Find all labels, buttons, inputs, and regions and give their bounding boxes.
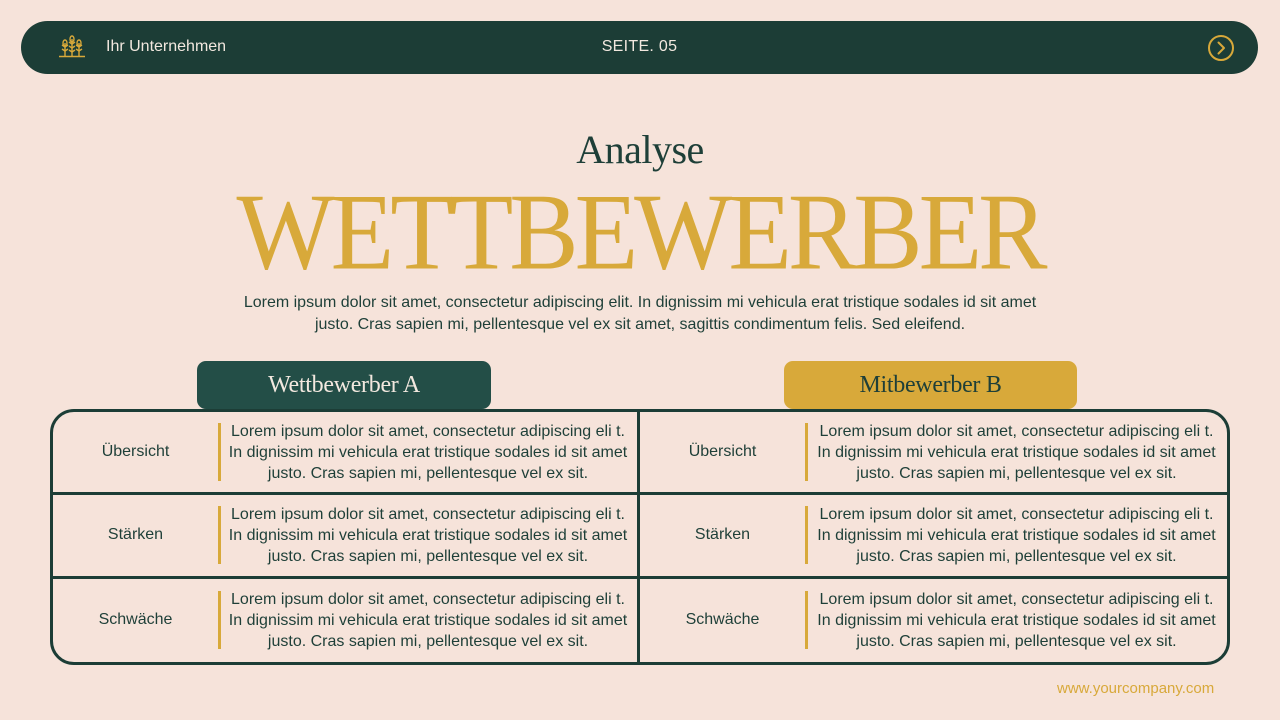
row-label: Schwäche (685, 611, 760, 629)
brand-name: Ihr Unternehmen (106, 38, 227, 55)
row-label: Stärken (694, 526, 751, 544)
page-subtitle: Analyse (576, 127, 704, 172)
cell-text: Lorem ipsum dolor sit amet, consectetur adipiscing eli t. In dignissim mi vehicula erat tristique sodales id sit amet justo. Cras sapien mi, pellentesque vel ex sit. (817, 505, 1216, 565)
table-cell (640, 579, 1227, 662)
table-cell (640, 412, 1227, 495)
cell-text: Lorem ipsum dolor sit amet, consectetur adipiscing eli t. In dignissim mi vehicula erat tristique sodales id sit amet justo. Cras sapien mi, pellentesque vel ex sit. (228, 422, 628, 482)
intro-paragraph: Lorem ipsum dolor sit amet, consectetur adipiscing elit. In dignissim mi vehicula erat tristique sodales id sit amet justo. Cras sapien mi, pellentesque vel ex sit amet, sagittis condimentum felis. Sed eleifend. (243, 294, 1037, 333)
row-label: Stärken (107, 526, 164, 544)
competitor-a-header: Wettbewerber A (197, 361, 491, 409)
cell-text: Lorem ipsum dolor sit amet, consectetur adipiscing eli t. In dignissim mi vehicula erat tristique sodales id sit amet justo. Cras sapien mi, pellentesque vel ex sit. (817, 590, 1216, 650)
table-cell (53, 579, 640, 662)
next-page-button[interactable] (1207, 34, 1235, 62)
row-label: Schwäche (98, 611, 173, 629)
competitor-b-header: Mitbewerber B (784, 361, 1077, 409)
table-cell (53, 412, 640, 495)
page-number: SEITE. 05 (601, 38, 678, 55)
cell-text: Lorem ipsum dolor sit amet, consectetur adipiscing eli t. In dignissim mi vehicula erat tristique sodales id sit amet justo. Cras sapien mi, pellentesque vel ex sit. (228, 505, 628, 565)
company-url-link[interactable]: www.yourcompany.com (1057, 680, 1215, 697)
top-bar (21, 21, 1258, 74)
comparison-table (50, 409, 1230, 665)
row-label: Übersicht (688, 443, 757, 461)
page-title: WETTBEWERBER (236, 172, 1044, 293)
cell-text: Lorem ipsum dolor sit amet, consectetur adipiscing eli t. In dignissim mi vehicula erat tristique sodales id sit amet justo. Cras sapien mi, pellentesque vel ex sit. (228, 590, 628, 650)
cell-text: Lorem ipsum dolor sit amet, consectetur adipiscing eli t. In dignissim mi vehicula erat tristique sodales id sit amet justo. Cras sapien mi, pellentesque vel ex sit. (817, 422, 1216, 482)
table-cell (53, 495, 640, 578)
row-label: Übersicht (101, 443, 170, 461)
table-cell (640, 495, 1227, 578)
